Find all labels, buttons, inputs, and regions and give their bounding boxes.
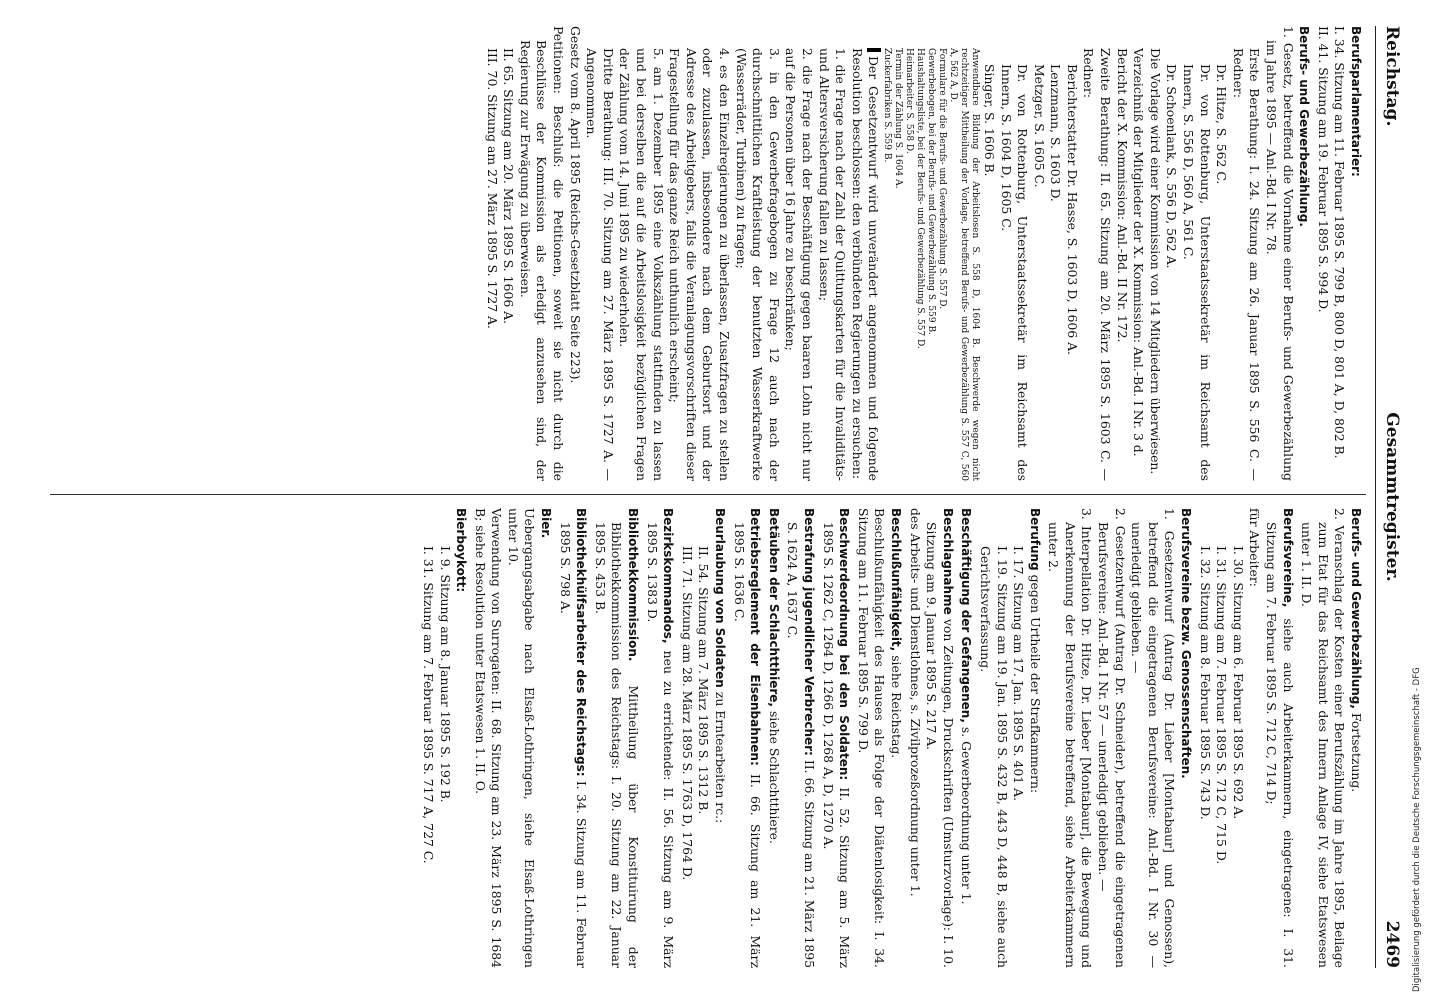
heading-title: Berufs- und Gewerbezählung. bbox=[1297, 26, 1312, 227]
page-header bbox=[1375, 26, 1406, 968]
register-entry bbox=[566, 26, 583, 481]
entry-text: Petitionen: Beschluß: die Petitionen, soweit sie nicht durch die Beschlüsse der Kommission als erledigt anzusehen sind, der Regierung zur Erwägung zu überweisen. bbox=[517, 26, 567, 481]
heading-text: II. 52. Sitzung am 5. März 1895 S. 1262 C, 1264 D, 1266 D, 1268 A, D, 1270 A. bbox=[820, 522, 853, 968]
entry-text: II. 65. Sitzung am 20. März 1895 S. 1606 A. bbox=[501, 48, 517, 325]
heading-title: Bibliothekhülfsarbeiter des Reichstags: bbox=[574, 508, 589, 777]
heading-title: Berufung bbox=[1027, 508, 1042, 571]
heading-text: Fortsetzung. bbox=[1349, 712, 1364, 793]
register-entry bbox=[1163, 26, 1180, 481]
register-entry bbox=[1095, 508, 1128, 968]
register-heading bbox=[1262, 508, 1295, 968]
entry-text: I. 32. Sitzung am 8. Februar 1895 S. 743 D. bbox=[1197, 546, 1213, 820]
register-entry bbox=[500, 26, 517, 481]
register-entry bbox=[1045, 508, 1095, 968]
register-heading bbox=[819, 508, 852, 968]
entry-text: Der Gesetzentwurf wird unverändert angenommen und folgende Resolution beschlossen: den verbündeten Regierungen zu ersuchen: bbox=[849, 48, 882, 481]
register-heading bbox=[643, 508, 676, 968]
entry-text: I. 31. Sitzung am 7. Februar 1895 S. 717 A, 727 C. bbox=[420, 546, 436, 864]
header-left: Reichstag. bbox=[1382, 26, 1402, 127]
register-entry bbox=[695, 508, 712, 968]
entry-text: Dr. von Rottenburg, Unterstaatssekretär im Reichsamt des Innern, S. 1604 D, 1605 C. bbox=[998, 64, 1031, 481]
entry-text: I. 34. Sitzung am 11. Februar 1895 S. 799 B, 800 D, 801 A, D, 802 B. bbox=[1332, 26, 1348, 459]
register-entry bbox=[1080, 26, 1113, 481]
entry-text: 2. Veranschlag der Kosten einer Berufszählung im Jahre 1895, Beilage zum Etat für das Reichsamt des Innern Anlage IV, siehe Etatswesen unter 1. II. D. bbox=[1299, 508, 1348, 968]
register-entry bbox=[1113, 26, 1130, 481]
heading-text: siehe auch Arbeiterkammern, eingetragene: I. 31. Sitzung am 7. Februar 1895 S. 712 C, 714 D; bbox=[1264, 522, 1296, 968]
entry-text: Verwendung von Surrogaten: II. 68. Sitzung am 23. März 1895 S. 1684 B; siehe Resolution unter Etatswesen 1. II. O. bbox=[472, 508, 505, 968]
register-entry bbox=[1063, 26, 1080, 481]
heading-text: I. 34. Sitzung am 11. Februar 1895 S. 798 A. bbox=[557, 522, 590, 968]
entry-text: 5. am 1. Dezember 1895 eine Volkszählung stattfinden zu lassen und bei derselben die auf die Arbeitslosigkeit bezüglichen Fragen der Zählung vom 14. Juni 1895 zu wiederholen. bbox=[617, 48, 666, 481]
register-heading bbox=[958, 508, 975, 968]
entry-text: 3. Interpellation Dr. Hitze, Dr. Lieber [Montabaur], die Bewegung und Anerkennung der Berufsvereine betreffend, siehe Arbeiterkammern unter 2. bbox=[1046, 508, 1095, 968]
page-number: 2469 bbox=[1382, 920, 1402, 968]
column-divider bbox=[50, 494, 1366, 495]
entry-text: Heimarbeiter S. 558 D. bbox=[904, 48, 915, 154]
register-heading bbox=[1026, 508, 1043, 968]
margin-bar bbox=[867, 48, 881, 52]
register-entry bbox=[906, 508, 923, 968]
heading-text: gegen Urtheile der Strafkammern: bbox=[1027, 574, 1043, 794]
entry-text: II. 41. Sitzung am 19. Februar 1895 S. 994 D. bbox=[1315, 26, 1331, 313]
entry-text: Bericht der X. Kommission: Anl.-Bd. II Nr. 172. bbox=[1114, 48, 1130, 343]
left-column bbox=[48, 26, 1366, 481]
entry-text: 3. in den Gewerbefragebogen zu Frage 12 auch nach der durchschnittlichen Kraftleistung der benutzten Wasserkraftwerke (Wasserräder, Turbinen) zu fragen; bbox=[733, 48, 782, 481]
heading-title: Bier. bbox=[539, 508, 554, 539]
entry-text: für Arbeiter: bbox=[1247, 508, 1263, 587]
heading-text: II. 66. Sitzung am 21. März 1895 S. 1624 A, 1637 C. bbox=[785, 522, 817, 968]
heading-text: zu Erntearbeiten rc.: bbox=[713, 691, 729, 824]
entry-text: Anwendbare Bildung der Arbeitslosen S. 558 D, 1604 B. Beschwerde wegen nicht rechtzeitiger Mittheilung der Vorlage, betreffend Berufs- und Gewerbezählung S. 557 C, 560 A, 562 A, D. bbox=[948, 48, 981, 481]
register-heading bbox=[556, 508, 589, 968]
register-entry bbox=[1246, 508, 1263, 968]
register-entry bbox=[782, 26, 815, 481]
entry-text: Erste Berathung: I. 24. Sitzung am 26. Januar 1895 S. 556 C. — Redner: bbox=[1230, 48, 1263, 481]
register-entry bbox=[516, 26, 566, 481]
entry-text: Termin der Zählung S. 1604 A. bbox=[893, 48, 904, 189]
entry-text: III. 71. Sitzung am 28. März 1895 S. 1763 D, 1764 D. bbox=[679, 546, 695, 881]
entry-text: I. 17. Sitzung am 17. Jan. 1895 S. 401 A. bbox=[1011, 546, 1027, 802]
register-entry bbox=[848, 26, 881, 481]
heading-title: Berufsparlamentarier: bbox=[1349, 26, 1363, 177]
heading-text: siehe Reichstag. bbox=[888, 655, 904, 759]
register-entry bbox=[1314, 26, 1331, 481]
heading-title: Berufsvereine bezw. Genossenschaften. bbox=[1179, 508, 1194, 779]
dfg-stamp: Digitalisierung gefördert durch die Deutsche Forschungsgemeinschaft - DFG bbox=[1412, 667, 1422, 992]
entry-text: Die Vorlage wird einer Kommission von 14 Mitgliedern überwiesen. bbox=[1147, 48, 1163, 475]
heading-text: s. Gewerbeordnung unter 1. bbox=[959, 726, 975, 905]
header-center: Gesammtregister. bbox=[1382, 412, 1402, 582]
heading-title: Bezirkskommandos, bbox=[661, 508, 676, 644]
heading-title: Beschlagnahme bbox=[940, 508, 955, 615]
register-heading bbox=[591, 508, 641, 968]
heading-title: Betriebsreglement der Eisenbahnen: bbox=[748, 508, 763, 766]
register-entry bbox=[881, 26, 892, 481]
entry-text: 2. Gesetzentwurf (Antrag Dr. Schneider), betreffend die eingetragenen Berufsvereine: Anl.-Bd. I Nr. 57 — unerledigt geblieben. — bbox=[1096, 508, 1128, 968]
register-entry bbox=[583, 26, 616, 481]
register-entry bbox=[947, 26, 980, 481]
entry-text: I. 31. Sitzung am 7. Februar 1895 S. 712 C, 715 D. bbox=[1214, 546, 1230, 865]
heading-title: Beurlaubung von Soldaten bbox=[713, 508, 728, 688]
heading-text: II. 66. Sitzung am 21. März 1895 S. 1636 C. bbox=[731, 522, 764, 968]
register-entry bbox=[483, 26, 500, 481]
heading-text: von Zeitungen, Druckschriften (Umsturzvorlage): I. 10. Sitzung am 9. Januar 1895 S. 217 A. bbox=[924, 522, 956, 968]
register-heading bbox=[923, 508, 956, 968]
register-heading bbox=[1347, 26, 1364, 481]
register-heading bbox=[1347, 508, 1364, 968]
register-entry bbox=[732, 26, 782, 481]
register-entry bbox=[1047, 26, 1064, 481]
register-entry bbox=[892, 26, 903, 481]
entry-text: Verzeichniß der Mitglieder der X. Kommission: Anl.-Bd. I Nr. 3 d. bbox=[1131, 48, 1147, 457]
register-entry bbox=[1179, 26, 1212, 481]
register-entry bbox=[1146, 26, 1163, 481]
register-entry bbox=[976, 508, 1009, 968]
entry-text: 1. Gesetzentwurf (Antrag Dr. Lieber [Montabaur] und Genossen), betreffend die eingetragenen Berufsvereine: Anl.-Bd. I Nr. 30 — unerledigt geblieben. — bbox=[1129, 508, 1178, 968]
register-entry bbox=[1298, 508, 1348, 968]
register-entry bbox=[815, 26, 848, 481]
register-heading bbox=[887, 508, 904, 968]
register-entry bbox=[678, 508, 695, 968]
entry-text: 2. die Frage nach der Beschäftigung gegen baaren Lohn nicht nur auf die Personen über 16 Jahre zu beschränken; bbox=[783, 48, 815, 481]
right-column bbox=[48, 508, 1366, 968]
entry-text: Lenzmann, S. 1603 D. bbox=[1048, 64, 1064, 202]
entry-text: Singer, S. 1606 B. bbox=[981, 64, 997, 177]
register-entry bbox=[1213, 26, 1230, 481]
register-entry bbox=[997, 26, 1030, 481]
entry-text: Metzger, S. 1605 C. bbox=[1031, 64, 1047, 188]
entry-text: Uebergangsabgabe nach Elsaß-Lothringen, siehe Elsaß-Lothringen unter 10. bbox=[505, 508, 538, 968]
register-entry bbox=[980, 26, 997, 481]
register-entry bbox=[1128, 508, 1178, 968]
register-entry bbox=[925, 26, 936, 481]
entry-text: des Arbeits- und Dienstlohnes, s. Zivilprozeßordnung unter 1. bbox=[907, 508, 923, 897]
heading-title: Beschwerdeordnung bei den Soldaten: bbox=[837, 508, 852, 781]
entry-text: II. 54. Sitzung am 7. März 1895 S. 1312 B. bbox=[696, 546, 712, 815]
register-entry bbox=[616, 26, 666, 481]
register-heading bbox=[538, 508, 555, 968]
register-entry bbox=[504, 508, 537, 968]
register-entry bbox=[666, 26, 732, 481]
register-entry bbox=[1213, 508, 1230, 968]
register-entry bbox=[1130, 26, 1147, 481]
entry-text: III. 70. Sitzung am 27. März 1895 S. 1727 A. bbox=[484, 48, 500, 329]
entry-text: Gesetz vom 8. April 1895 (Reichs-Gesetzblatt Seite 223). bbox=[567, 26, 583, 384]
register-entry bbox=[1331, 26, 1348, 481]
register-entry bbox=[1229, 508, 1246, 968]
register-heading bbox=[784, 508, 817, 968]
heading-text: Mittheilung über Konstituirung der Bibliothekkommission des Reichstags: I. 20. Sitzung am 22. Januar 1895 S. 453 B. bbox=[592, 522, 642, 968]
register-heading bbox=[765, 508, 782, 968]
entry-text: Dritte Berathung: III. 70. Sitzung am 27. März 1895 S. 1727 A. — Angenommen. bbox=[584, 48, 616, 481]
register-heading bbox=[453, 508, 470, 968]
entry-text: Zweite Berathung: II. 65. Sitzung am 20. März 1895 S. 1603 C. — Redner: bbox=[1081, 48, 1114, 481]
entry-text: 4. es den Einzelregierungen zu überlassen, Zusatzfragen zu stellen oder zuzulassen, insbesondere nach dem Geburtsort und der Adresse des Arbeitgebers, falls die Veranlagungsvorschriften dieser Fragestellung für das ganze Reich unthunlich erscheint; bbox=[667, 48, 732, 481]
register-entry bbox=[1010, 508, 1027, 968]
entry-text: I. 9. Sitzung am 8. Januar 1895 S. 192 B. bbox=[437, 546, 453, 803]
heading-text: siehe Schlachtthiere. bbox=[766, 710, 782, 844]
entry-text: 1. Gesetz, betreffend die Vornahme einer Berufs- und Gewerbezählung im Jahre 1895 — Anl.-Bd. I Nr. 78. bbox=[1264, 26, 1296, 481]
register-entry bbox=[914, 26, 925, 481]
entry-text: Zuckerfabriken S. 559 B. bbox=[882, 48, 893, 163]
entry-text: 1. die Frage nach der Zahl der Quittungskarten für die Invaliditäts- und Altersversicherung fallen zu lassen; bbox=[816, 48, 849, 481]
register-entry bbox=[471, 508, 504, 968]
heading-text: neu zu errichtende: II. 56. Sitzung am 9. März 1895 S. 1383 D. bbox=[644, 522, 677, 968]
rotated-page bbox=[38, 12, 1418, 982]
heading-title: Bestrafung jugendlicher Verbrecher: bbox=[802, 508, 816, 756]
register-entry bbox=[1030, 26, 1047, 481]
entry-text: I. 19. Sitzung am 19. Jan. 1895 S. 432 B, 443 D, 448 B, siehe auch Gerichtsverfassung. bbox=[977, 546, 1010, 968]
register-heading bbox=[1296, 26, 1313, 481]
heading-title: Beschlußunfähigkeit, bbox=[888, 508, 903, 652]
entry-text: I. 30. Sitzung am 6. Februar 1895 S. 692 A. bbox=[1230, 546, 1246, 820]
entry-text: Dr. von Rottenburg, Unterstaatssekretär im Reichsamt des Innern, S. 556 D, 560 A, 561 C. bbox=[1181, 64, 1213, 481]
heading-title: Beschäftigung der Gefangenen, bbox=[959, 508, 974, 723]
register-entry bbox=[436, 508, 453, 968]
register-entry bbox=[419, 508, 436, 968]
register-entry bbox=[1229, 26, 1262, 481]
heading-title: Berufs- und Gewerbezählung, bbox=[1349, 508, 1363, 709]
register-entry bbox=[1196, 508, 1213, 968]
register-entry bbox=[1262, 26, 1295, 481]
register-entry bbox=[903, 26, 914, 481]
register-entry bbox=[936, 26, 947, 481]
entry-text: Gewerbebogen, bei der Berufs- und Gewerbezählung S. 559 B. bbox=[926, 48, 937, 335]
register-heading bbox=[1177, 508, 1194, 968]
entry-text: Formulare für die Berufs- und Gewerbezählung S. 557 D. bbox=[937, 48, 948, 310]
heading-title: Bierboykott: bbox=[454, 508, 469, 593]
entry-text: Dr. Schoenlank, S. 556 D, 562 A. bbox=[1164, 64, 1180, 269]
register-entry bbox=[854, 508, 887, 968]
register-heading bbox=[730, 508, 763, 968]
entry-text: Beschlußunfähigkeit des Hauses als Folge der Diätenlosigkeit: I. 34. Sitzung am 11. Februar 1895 S. 799 D. bbox=[855, 508, 888, 968]
entry-text: Haushaltungsliste, bei der Berufs- und Gewerbezählung S. 557 D. bbox=[915, 48, 926, 349]
heading-title: Betäuben der Schlachtthiere, bbox=[766, 508, 781, 707]
heading-title: Berufsvereine, bbox=[1280, 508, 1295, 608]
entry-text: Dr. Hitze, S. 562 C. bbox=[1214, 64, 1230, 185]
register-heading bbox=[711, 508, 728, 968]
heading-title: Bibliothekkommission. bbox=[626, 508, 641, 662]
entry-text: Berichterstatter Dr. Hasse, S. 1603 D, 1606 A. bbox=[1064, 64, 1080, 355]
